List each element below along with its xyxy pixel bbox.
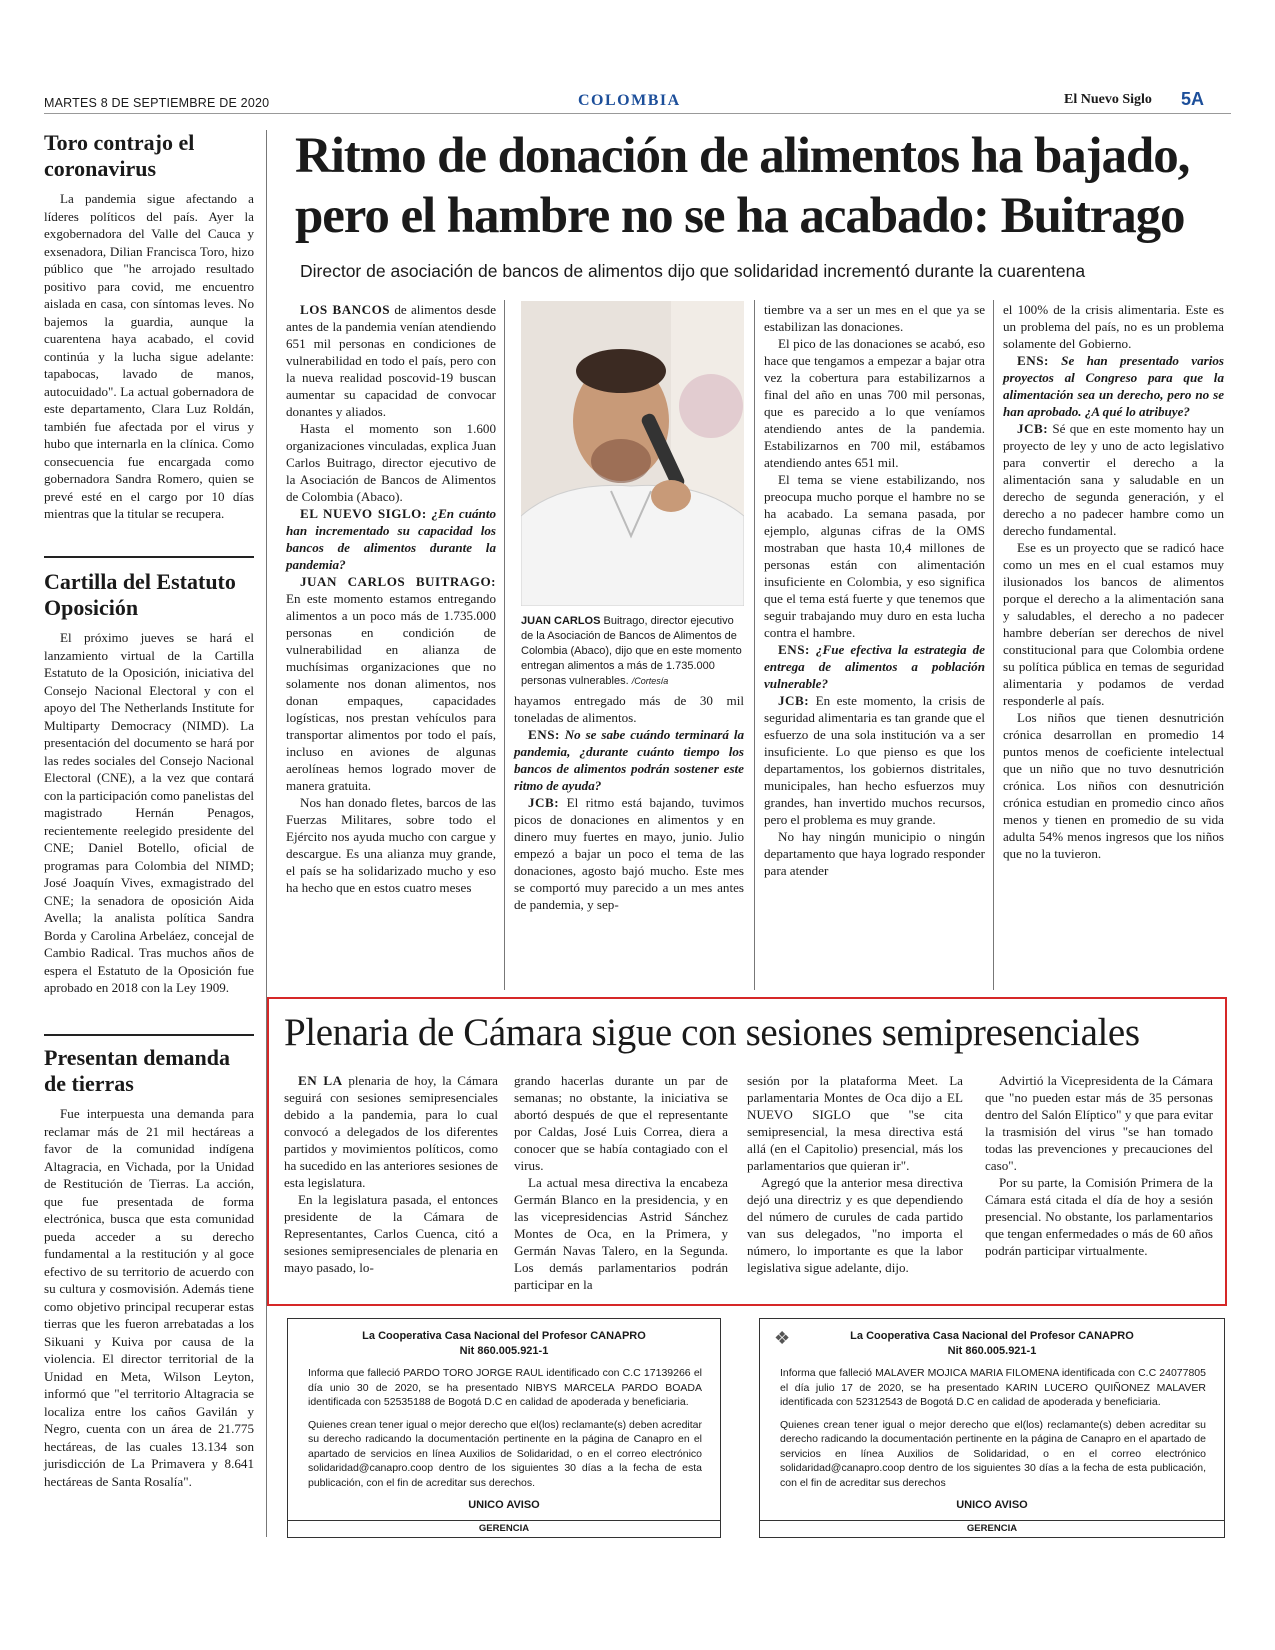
section-name: COLOMBIA — [578, 92, 681, 109]
article-column-2: hayamos entregado más de 30 mil toneladas de alimentos. ENS: No se sabe cuándo terminará la pandemia, ¿durante cuánto tiempo los bancos de alimentos podrán sostener este ritmo de ayuda? JCB: El ritmo está bajando, tuvimos picos de donaciones en alimentos y en dinero muy fuertes en mayo, junio. Julio empezó a bajar un poco el tema de las donaciones, agosto bajó mucho. Este mes se comportó muy parecido a un mes antes de pandemia, y sep- — [514, 693, 744, 912]
box-column-4: Advirtió la Vicepresidenta de la Cámara que "no pueden estar más de 35 personas dentro del Salón Elíptico" y que para evitar la trasmisión del virus "se han tomado todas las prevenciones y precauciones del caso". Por su parte, la Comisión Primera de la Cámara está citada el día de hoy a sesión presencial. No obstante, los parlamentarios que tengan enfermedades o más de 60 años podrán participar virtualmente. — [985, 1073, 1213, 1258]
interview-answer: En este momento estamos entregando alimentos a un poco más de 1.735.000 personas en condición de vulnerabilidad en alianza de muchísimas organizaciones que no solamente nos donan alimentos, nos donan empaques, capacidades logísticas, nos prestan vehículos para transportar alimentos por todo el país, incluso en aviones de algunas aerolíneas hemos logrado mover de manera gratuita. — [286, 591, 496, 793]
obituary-notice-1 — [287, 1318, 721, 1538]
box-headline: Plenaria de Cámara sigue con sesiones semipresenciales — [284, 1011, 1140, 1054]
interview-answer: En este momento, la crisis de seguridad alimentaria es tan grande que el esfuerzo de una sola institución va a ser insuficiente. Lo que pienso es que los departamentos, los gobiernos distritales, municipales, han hecho esfuerzos muy grandes, han invertido muchos recursos, pero el problema es muy grande. — [764, 693, 985, 827]
sidebar-brief-tierras — [44, 1045, 254, 1490]
notice-footer: GERENCIA — [288, 1520, 720, 1537]
notice-org: La Cooperativa Casa Nacional del Profesor CANAPRO — [850, 1330, 1134, 1342]
column-divider — [993, 300, 994, 990]
notice-unico: UNICO AVISO — [468, 1499, 540, 1511]
notice-nit: Nit 860.005.921-1 — [459, 1344, 549, 1357]
sidebar-brief-toro — [44, 130, 254, 523]
notice-body: Informa que falleció MALAVER MOJICA MARIA FILOMENA identificada con C.C 24077805 el día julio 17 de 2020, se ha presentado KARIN LUCERO QUIÑONEZ MALAVER identificada con 52312543 de Bogotá D.C en calidad de apoderada y beneficiaria. — [780, 1367, 1206, 1408]
newspaper-brand: El Nuevo Siglo — [1064, 92, 1152, 107]
notice-unico: UNICO AVISO — [956, 1499, 1028, 1511]
brief-title: Presentan demanda de tierras — [44, 1045, 230, 1096]
lead-in: EN LA — [298, 1073, 343, 1088]
notice-org: La Cooperativa Casa Nacional del Profesor CANAPRO — [362, 1330, 646, 1342]
column-divider — [504, 300, 505, 990]
brief-body: Fue interpuesta una demanda para reclamar más de 21 mil hectáreas a favor de la comunidad indígena Altagracia, en Vichada, por la Unidad de Restitución de Tierras. La acción, que fue presentada de forma electrónica, busca que esta comunidad pueda acceder a su derecho fundamental a la restitución y al goce efectivo de su territorio de acuerdo con su cultura y cosmovisión. Además tiene como objetivo principal recuperar estas tierras que les fueron arrebatadas a los Sikuani y Kuiva por causa de la violencia. El director territorial de la Unidad en Meta, Wilson Leyton, informó que "el territorio Altagracia se localiza entre los caños Gavilán y Negro, cuenta con un área de 21.775 hectáreas, de las cuales 13.134 son jurisdicción de La Primavera y 8.641 hectáreas de Santa Rosalía". — [44, 1106, 254, 1489]
interview-question: ¿Fue efectiva la estrategia de entrega de alimentos a población vulnerable? — [764, 642, 985, 691]
photo-credit: /Cortesía — [631, 676, 669, 686]
page-number: 5A — [1181, 89, 1205, 109]
sidebar-brief-cartilla — [44, 569, 254, 997]
article-column-1: LOS BANCOS de alimentos desde antes de la pandemia venían atendiendo 651 mil personas en condiciones de vulnerabilidad en todo el país, pero con la nueva realidad poscovid-19 buscan aumentar su capacidad de convocar donantes y aliados. Hasta el momento son 1.600 organizaciones vinculadas, explica Juan Carlos Buitrago, director ejecutivo de la Asociación de Bancos de Alimentos de Colombia (Abaco). EL NUEVO SIGLO: ¿En cuánto han incrementado su capacidad los bancos de alimentos durante la pandemia? JUAN CARLOS BUITRAGO: En este momento estamos entregando alimentos a un poco más de 1.735.000 personas en condición de vulnerabilidad en alianza de muchísimas organizaciones que no solamente nos donan alimentos, nos donan empaques, capacidades logísticas, nos prestan vehículos para transportar alimentos por todo el país, incluso en aviones de algunas aerolíneas hemos logrado mover de manera gratuita. Nos han donado fletes, barcos de las Fuerzas Militares, sobre todo el Ejército nos ayuda mucho con cargue y descargue. Es una alianza muy grande, el país se ha solidarizado mucho y eso ha hecho que en estos cuatro meses — [286, 302, 496, 895]
notice-body: Quienes crean tener igual o mejor derecho que el(los) reclamante(s) deben acreditar su derecho radicando la documentación pertinente en la página de Canapro en el apartado de servicios en línea Auxilios de Solidaridad, o en el correo electrónico solidaridad@canapro.coop dentro de los siguientes 30 días a la fecha de esta publicación, con el fin de acreditar sus derechos — [780, 1418, 1206, 1489]
article-column-4: el 100% de la crisis alimentaria. Este es un problema del país, no es un problema solamente del Gobierno. ENS: Se han presentado varios proyectos al Congreso para que la alimentación sea un derecho, pero no se han aprobado. ¿A qué lo atribuye? JCB: Sé que en este momento hay un proyecto de ley y uno de acto legislativo para convertir el derecho a la alimentación sana y saludable en un derecho de segunda generación, y el derecho a no padecer hambre como un derecho fundamental. Ese es un proyecto que se radicó hace como un mes en el cual estamos muy ilusionados los bancos de alimentos porque el derecho a la alimentación sana y saludables, el derecho a no padecer hambre deberían ser derechos de nivel constitucional para que Colombia ordene su política pública en temas de seguridad alimentaria y podamos de verdad responderle al país. Los niños que tienen desnutrición crónica desarrollan en promedio 14 puntos menos de coeficiente intelectual que un niño que no tuvo desnutrición crónica. Los niños con desnutrición crónica estudian en promedio cinco años menos y tienen en promedio de su vida adulta 54% menos ingresos que los niños que no la tuvieron. — [1003, 302, 1224, 861]
brief-divider — [44, 1034, 254, 1036]
photo-image — [521, 301, 744, 606]
notice-footer: GERENCIA — [760, 1520, 1224, 1537]
article-column-3: tiembre va a ser un mes en el que ya se estabilizan las donaciones. El pico de las donaciones se acabó, eso hace que tengamos a empezar a bajar otra vez la cobertura para estabilizarnos a final del año en unas 700 mil personas, que es parecido a lo que veníamos atendiendo antes de la pandemia. Estabilizarnos en 700 mil, estábamos atendiendo antes 651 mil. El tema se viene estabilizando, nos preocupa mucho porque el hambre no se ha acabado. La semana pasada, por ejemplo, algunas cifras de la OMS mostraban que hasta 10,4 millones de personas están con alimentación insuficiente en Colombia, y eso significa que el tema está fuerte y que tenemos que seguir trabajando muy duro en esta lucha contra el hambre. ENS: ¿Fue efectiva la estrategia de entrega de alimentos a población vulnerable? JCB: En este momento, la crisis de seguridad alimentaria es tan grande que el esfuerzo de una sola institución va a ser insuficiente. Lo que pienso es que los departamentos, los gobiernos distritales, municipales, han hecho esfuerzos muy grandes, han invertido muchos recursos, pero el problema es muy grande. No hay ningún municipio o ningún departamento que haya logrado responder para atender — [764, 302, 985, 878]
photo-caption: JUAN CARLOS Buitrago, director ejecutivo de la Asociación de Bancos de Alimentos de Colombia (Abaco), dijo que en este momento entregan alimentos a más de 1.735.000 personas vulnerables. /Cortesía — [521, 615, 742, 687]
article-headline: Ritmo de donación de alimentos ha bajado, pero el hambre no se ha acabado: Buitrago — [295, 128, 1190, 244]
article-subtitle: Director de asociación de bancos de alimentos dijo que solidaridad incrementó durante la cuarentena — [300, 261, 1086, 281]
portrait-photo — [521, 301, 744, 606]
notice-nit: Nit 860.005.921-1 — [947, 1344, 1037, 1357]
sidebar-divider — [266, 130, 267, 1537]
brief-title: Cartilla del Estatuto Oposición — [44, 569, 236, 620]
notice-body: Informa que falleció PARDO TORO JORGE RAUL identificado con C.C 17139266 el día unio 30 de 2020, se ha presentado NIBYS MARCELA PARDO BOADA identificada con 52535188 de Bogotá D.C en calidad de apoderada y beneficiaria. — [308, 1367, 702, 1408]
caption-name: JUAN CARLOS — [521, 615, 601, 627]
notice-body: Quienes crean tener igual o mejor derecho que el(los) reclamante(s) deben acreditar su derecho radicando la documentación pertinente en la página de Canapro en el apartado de servicios en línea Auxilios de Solidaridad, o en el correo electrónico solidaridad@canapro.coop dentro de los siguientes 30 días a la fecha de esta publicación, con el fin de acreditar sus derechos. — [308, 1418, 702, 1489]
interview-answer: Sé que en este momento hay un proyecto de ley y uno de acto legislativo para convertir el derecho a la alimentación sana y saludable en un derecho de segunda generación, y el derecho a no padecer hambre como un derecho fundamental. — [1003, 421, 1224, 538]
column-divider — [754, 300, 755, 990]
header-rule — [44, 113, 1231, 114]
canapro-logo-icon: ❖ — [774, 1328, 791, 1348]
obituary-notice-2 — [759, 1318, 1225, 1538]
box-column-3: sesión por la plataforma Meet. La parlamentaria Montes de Oca dijo a EL NUEVO SIGLO que "se cita semipresencial, la mesa directiva está allá (en el Capitolio) presencial, más los parlamentarios que quieran ir". Agregó que la anterior mesa directiva dejó una directriz y es que dependiendo del número de curules de cada partido van sus delegados, "no importa el número, lo importante es que la labor legislativa sigue adelante, dijo. — [747, 1073, 963, 1275]
page-date: MARTES 8 DE SEPTIEMBRE DE 2020 — [44, 96, 270, 110]
brief-divider — [44, 556, 254, 558]
box-column-1: EN LA plenaria de hoy, la Cámara seguirá con sesiones semipresenciales debido a la pandemia, para lo cual convocó a delegados de los diferentes partidos y movimientos políticos, como ha sucedido en las anteriores sesiones de esta legislatura. En la legislatura pasada, el entonces presidente de la Cámara de Representantes, Carlos Cuenca, citó a sesiones semipresenciales de plenaria en mayo pasado, lo- — [284, 1073, 498, 1275]
lead-in: LOS BANCOS — [300, 302, 391, 317]
brief-body: La pandemia sigue afectando a líderes políticos del país. Ayer la exgobernadora del Valle del Cauca y exsenadora, Dilian Francisca Toro, hizo público que "he arrojado resultado positivo para covid, me encuentro aislada en casa, con síntomas leves. No bajemos la guardia, aunque la cuarentena haya acabado, el covid continúa y la lucha sigue adelante: tapabocas, lavado de manos, autocuidado". La actual gobernadora de este departamento, Clara Luz Roldán, también fue afectada por el virus y hubo que internarla en la clínica. Como consecuencia fue encargada como gobernadora Sandra Romero, quien se prevé esté en el cargo por 10 días mientras que la titular se recupera. — [44, 191, 254, 521]
interview-question: ¿En cuánto han incrementado su capacidad los bancos de alimentos durante la pandemia? — [286, 506, 496, 572]
brief-body: El próximo jueves se hará el lanzamiento virtual de la Cartilla Estatuto de la Oposición, iniciativa del Consejo Nacional Electoral y con el apoyo del The Netherlands Institute for Multiparty Democracy (NIMD). La presentación del documento se hará por las redes sociales del Consejo Nacional Electoral (CNE), a la vez que contará con la participación como panelistas del magistrado Hernán Penagos, recientemente reelegido presidente del CNE; Daniel Botello, oficial de programas para Colombia del NIMD; José Joaquín Vives, exmagistrado del CNE; la senadora de oposición Aida Avella; la analista política Sandra Borda y Carolina Arbeláez, concejal de Cambio Radical. Tras muchos años de espera el Estatuto de la Oposición fue aprobado en 2018 con la Ley 1909. — [44, 630, 254, 995]
interview-question: No se sabe cuándo terminará la pandemia, ¿durante cuánto tiempo los bancos de alimentos podrán sostener este ritmo de ayuda? — [514, 727, 744, 793]
interview-question: Se han presentado varios proyectos al Congreso para que la alimentación sea un derecho, pero no se han aprobado. ¿A qué lo atribuye? — [1003, 353, 1224, 419]
box-column-2: grando hacerlas durante un par de semanas; no obstante, la iniciativa se abortó después de que el representante por Caldas, José Luis Correa, diera a conocer que se había contagiado con el virus. La actual mesa directiva la encabeza Germán Blanco en la presidencia, y en las vicepresidencias Astrid Sánchez Montes de Oca, en la Primera, y Germán Navas Talero, en la Segunda. Los demás parlamentarios podrán participar en la — [514, 1073, 728, 1292]
brief-title: Toro contrajo el coronavirus — [44, 130, 195, 181]
interview-answer: El ritmo está bajando, tuvimos picos de donaciones en alimentos y en dinero muy fuertes en mayo, junio. Julio empezó a bajar un poco el tema de las donaciones, agosto bajó mucho. Este mes se comportó muy parecido a un mes antes de pandemia, y sep- — [514, 795, 744, 912]
